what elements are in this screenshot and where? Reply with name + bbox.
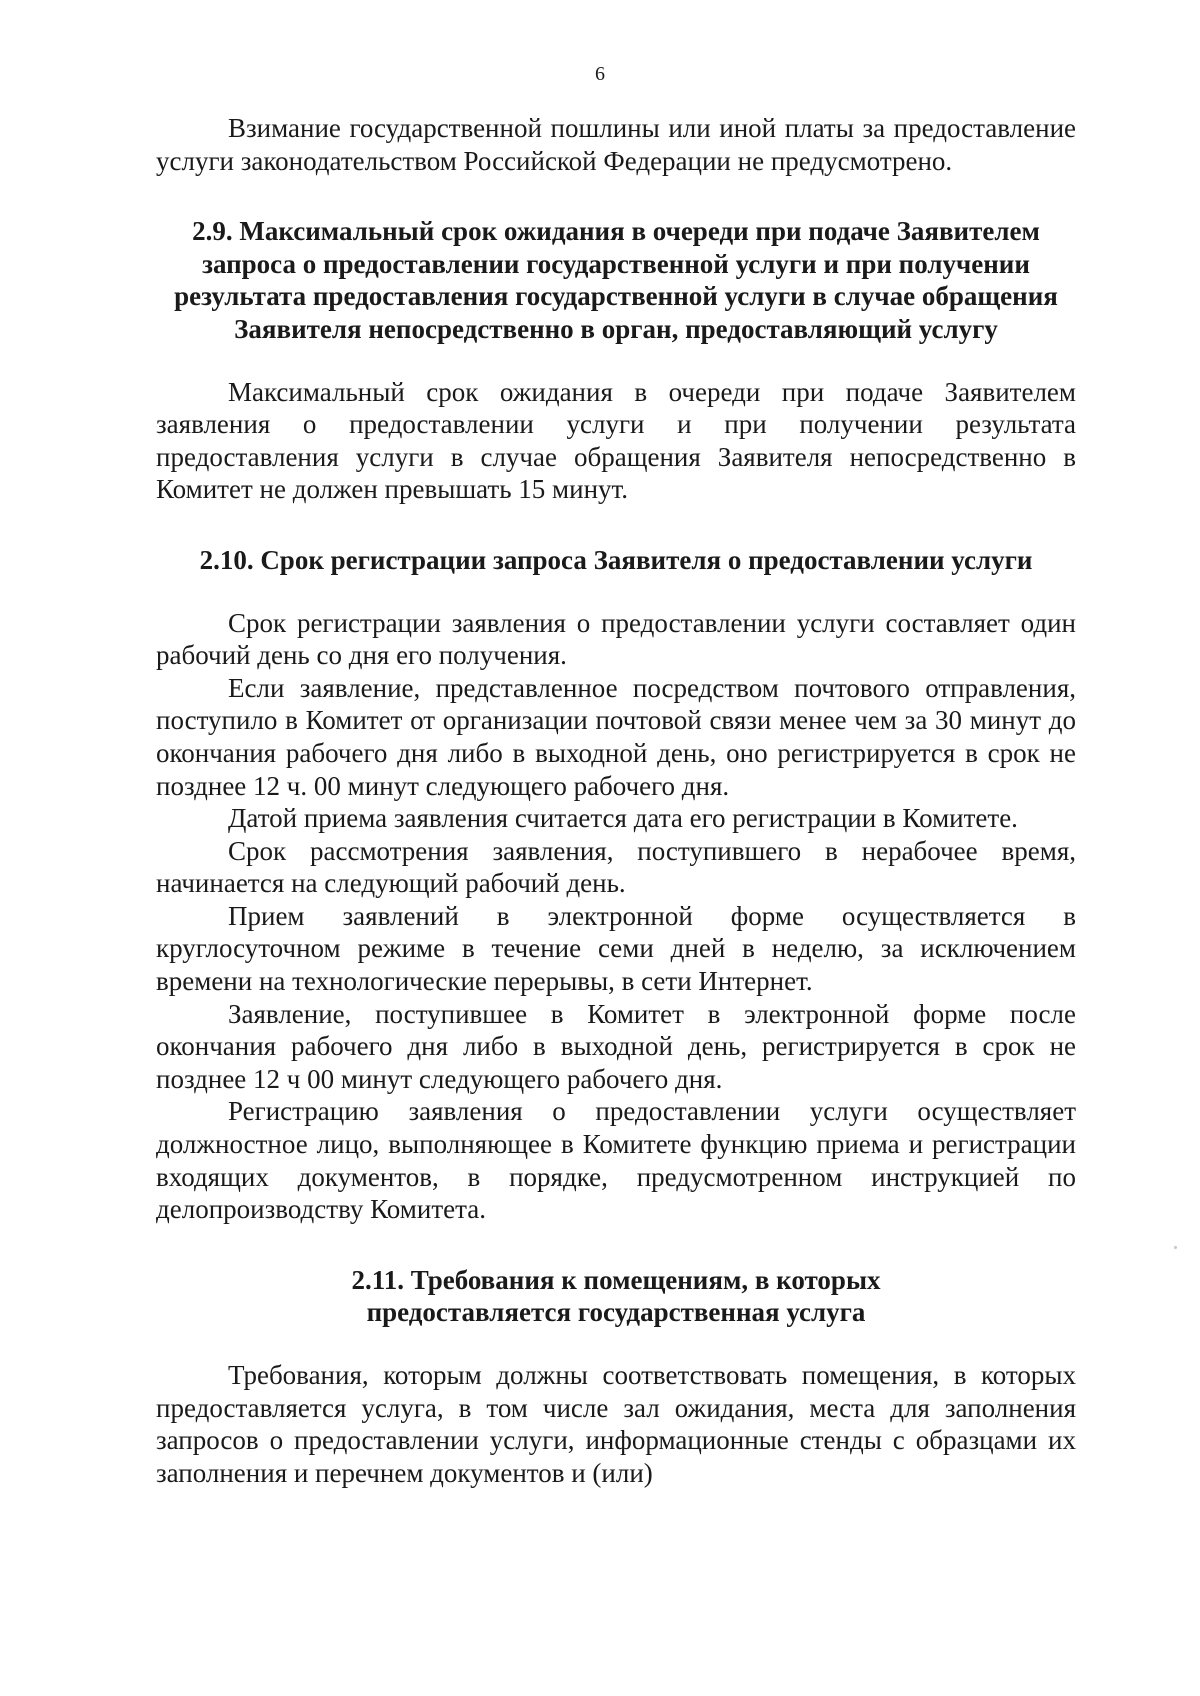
paragraph-fee: Взимание государственной пошлины или иной платы за предоставление услуги законодательством Российской Федерации не предусмотрено. [156,113,1076,176]
paragraph-non-working-time: Срок рассмотрения заявления, поступившего в нерабочее время, начинается на следующий рабочий день. [156,835,1076,899]
page-number: 6 [595,63,605,85]
heading-2-11: 2.11. Требования к помещениям, в которых предоставляется государственная услуга [351,1264,881,1328]
paragraph-acceptance-date: Датой приема заявления считается дата его регистрации в Комитете. [228,803,1018,834]
scan-artifact [1174,1246,1177,1249]
paragraph-queue-time: Максимальный срок ожидания в очереди при подаче Заявителем заявления о предоставлении услуги и при получении результата предоставления услуги в случае обращения Заявителя непосредственно в Комитет не должен превышать 15 минут. [156,376,1076,505]
paragraph-premises-requirements: Требования, которым должны соответствовать помещения, в которых предоставляется услуга, в том числе зал ожидания, места для заполнения запросов о предоставлении услуги, информационные стенды с образцами их заполнения и перечнем документов и (или) [156,1360,1076,1488]
paragraph-registrar: Регистрацию заявления о предоставлении услуги осуществляет должностное лицо, выполняющее в Комитете функцию приема и регистрации входящих документов, в порядке, предусмотренном инструкцией по делопроизводству Комитета. [156,1096,1076,1225]
paragraph-postal: Если заявление, представленное посредством почтового отправления, поступило в Комитет от организации почтовой связи менее чем за 30 минут до окончания рабочего дня либо в выходной день, оно регистрируется в срок не позднее 12 ч. 00 минут следующего рабочего дня. [156,672,1076,801]
paragraph-electronic-after-hours: Заявление, поступившее в Комитет в электронной форме после окончания рабочего дня либо в выходной день, регистрируется в срок не позднее 12 ч 00 минут следующего рабочего дня. [156,998,1076,1094]
heading-2-9: 2.9. Максимальный срок ожидания в очереди при подаче Заявителем запроса о предоставлении государственной услуги и при получении результата предоставления государственной услуги в случае обращения Заявителя непосредственно в орган, предоставляющий услугу [174,216,1058,344]
paragraph-electronic: Прием заявлений в электронной форме осуществляется в круглосуточном режиме в течение семи дней в неделю, за исключением времени на технологические перерывы, в сети Интернет. [156,900,1076,997]
paragraph-registration-term: Срок регистрации заявления о предоставлении услуги составляет один рабочий день со дня его получения. [156,607,1076,671]
heading-2-10: 2.10. Срок регистрации запроса Заявителя о предоставлении услуги [199,544,1033,575]
document-body [156,112,1076,1489]
